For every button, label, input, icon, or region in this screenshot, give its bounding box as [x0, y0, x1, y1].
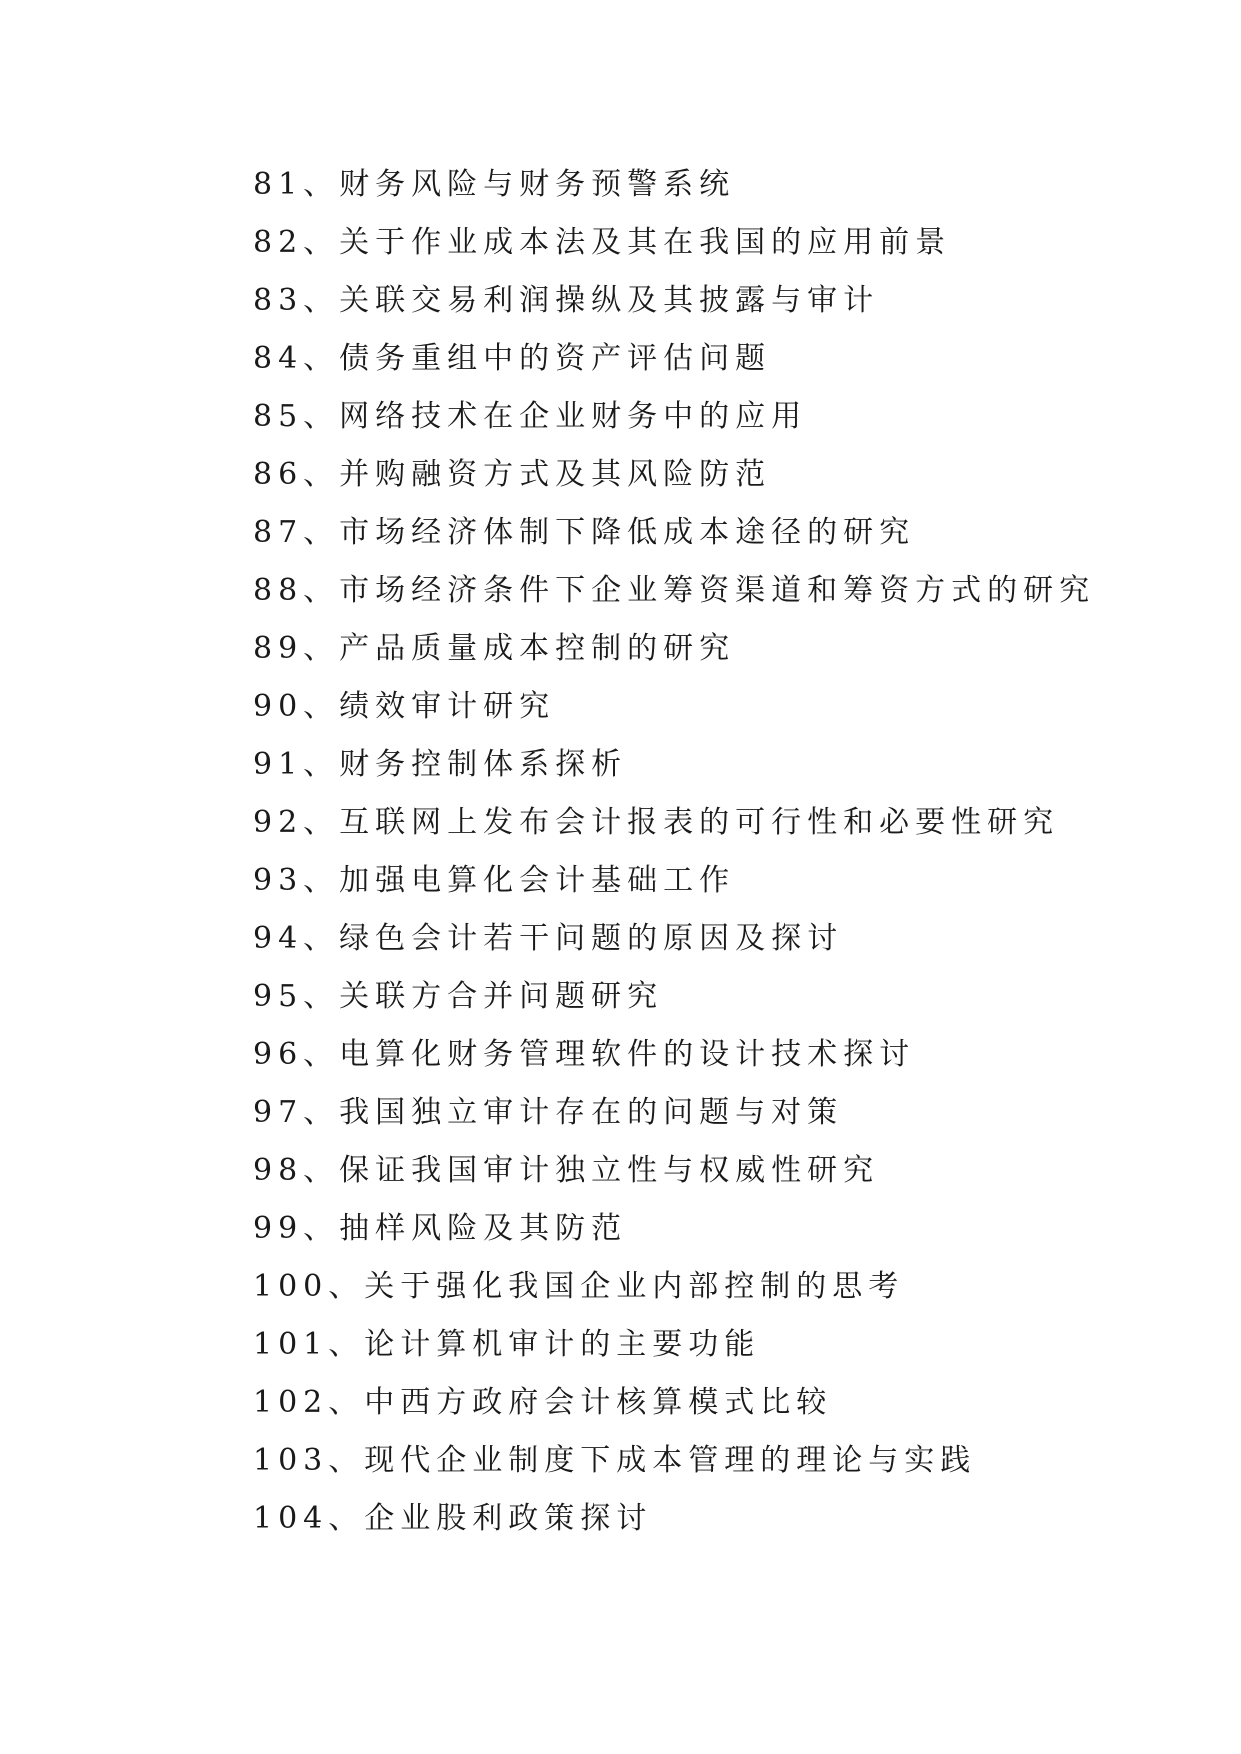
list-item: 96、电算化财务管理软件的设计技术探讨	[253, 1037, 916, 1072]
topic-list	[253, 156, 1095, 1548]
list-item: 92、互联网上发布会计报表的可行性和必要性研究	[253, 805, 1060, 840]
list-item: 98、保证我国审计独立性与权威性研究	[253, 1153, 880, 1188]
list-item: 81、财务风险与财务预警系统	[253, 167, 736, 202]
list-item: 101、论计算机审计的主要功能	[253, 1327, 761, 1362]
list-item: 91、财务控制体系探析	[253, 747, 628, 782]
list-item: 85、网络技术在企业财务中的应用	[253, 399, 808, 434]
list-item: 88、市场经济条件下企业筹资渠道和筹资方式的研究	[253, 573, 1096, 608]
list-item: 102、中西方政府会计核算模式比较	[253, 1385, 833, 1420]
list-item: 100、关于强化我国企业内部控制的思考	[253, 1269, 905, 1304]
list-item: 95、关联方合并问题研究	[253, 979, 664, 1014]
list-item: 86、并购融资方式及其风险防范	[253, 457, 772, 492]
list-item: 97、我国独立审计存在的问题与对策	[253, 1095, 844, 1130]
list-item: 94、绿色会计若干问题的原因及探讨	[253, 921, 844, 956]
list-item: 89、产品质量成本控制的研究	[253, 631, 736, 666]
list-item: 99、抽样风险及其防范	[253, 1211, 628, 1246]
list-item: 83、关联交易利润操纵及其披露与审计	[253, 283, 880, 318]
list-item: 82、关于作业成本法及其在我国的应用前景	[253, 225, 952, 260]
list-item: 104、企业股利政策探讨	[253, 1501, 653, 1536]
list-item: 90、绩效审计研究	[253, 689, 556, 724]
list-item: 87、市场经济体制下降低成本途径的研究	[253, 515, 916, 550]
list-item: 93、加强电算化会计基础工作	[253, 863, 736, 898]
list-item: 84、债务重组中的资产评估问题	[253, 341, 772, 376]
list-item: 103、现代企业制度下成本管理的理论与实践	[253, 1443, 977, 1478]
